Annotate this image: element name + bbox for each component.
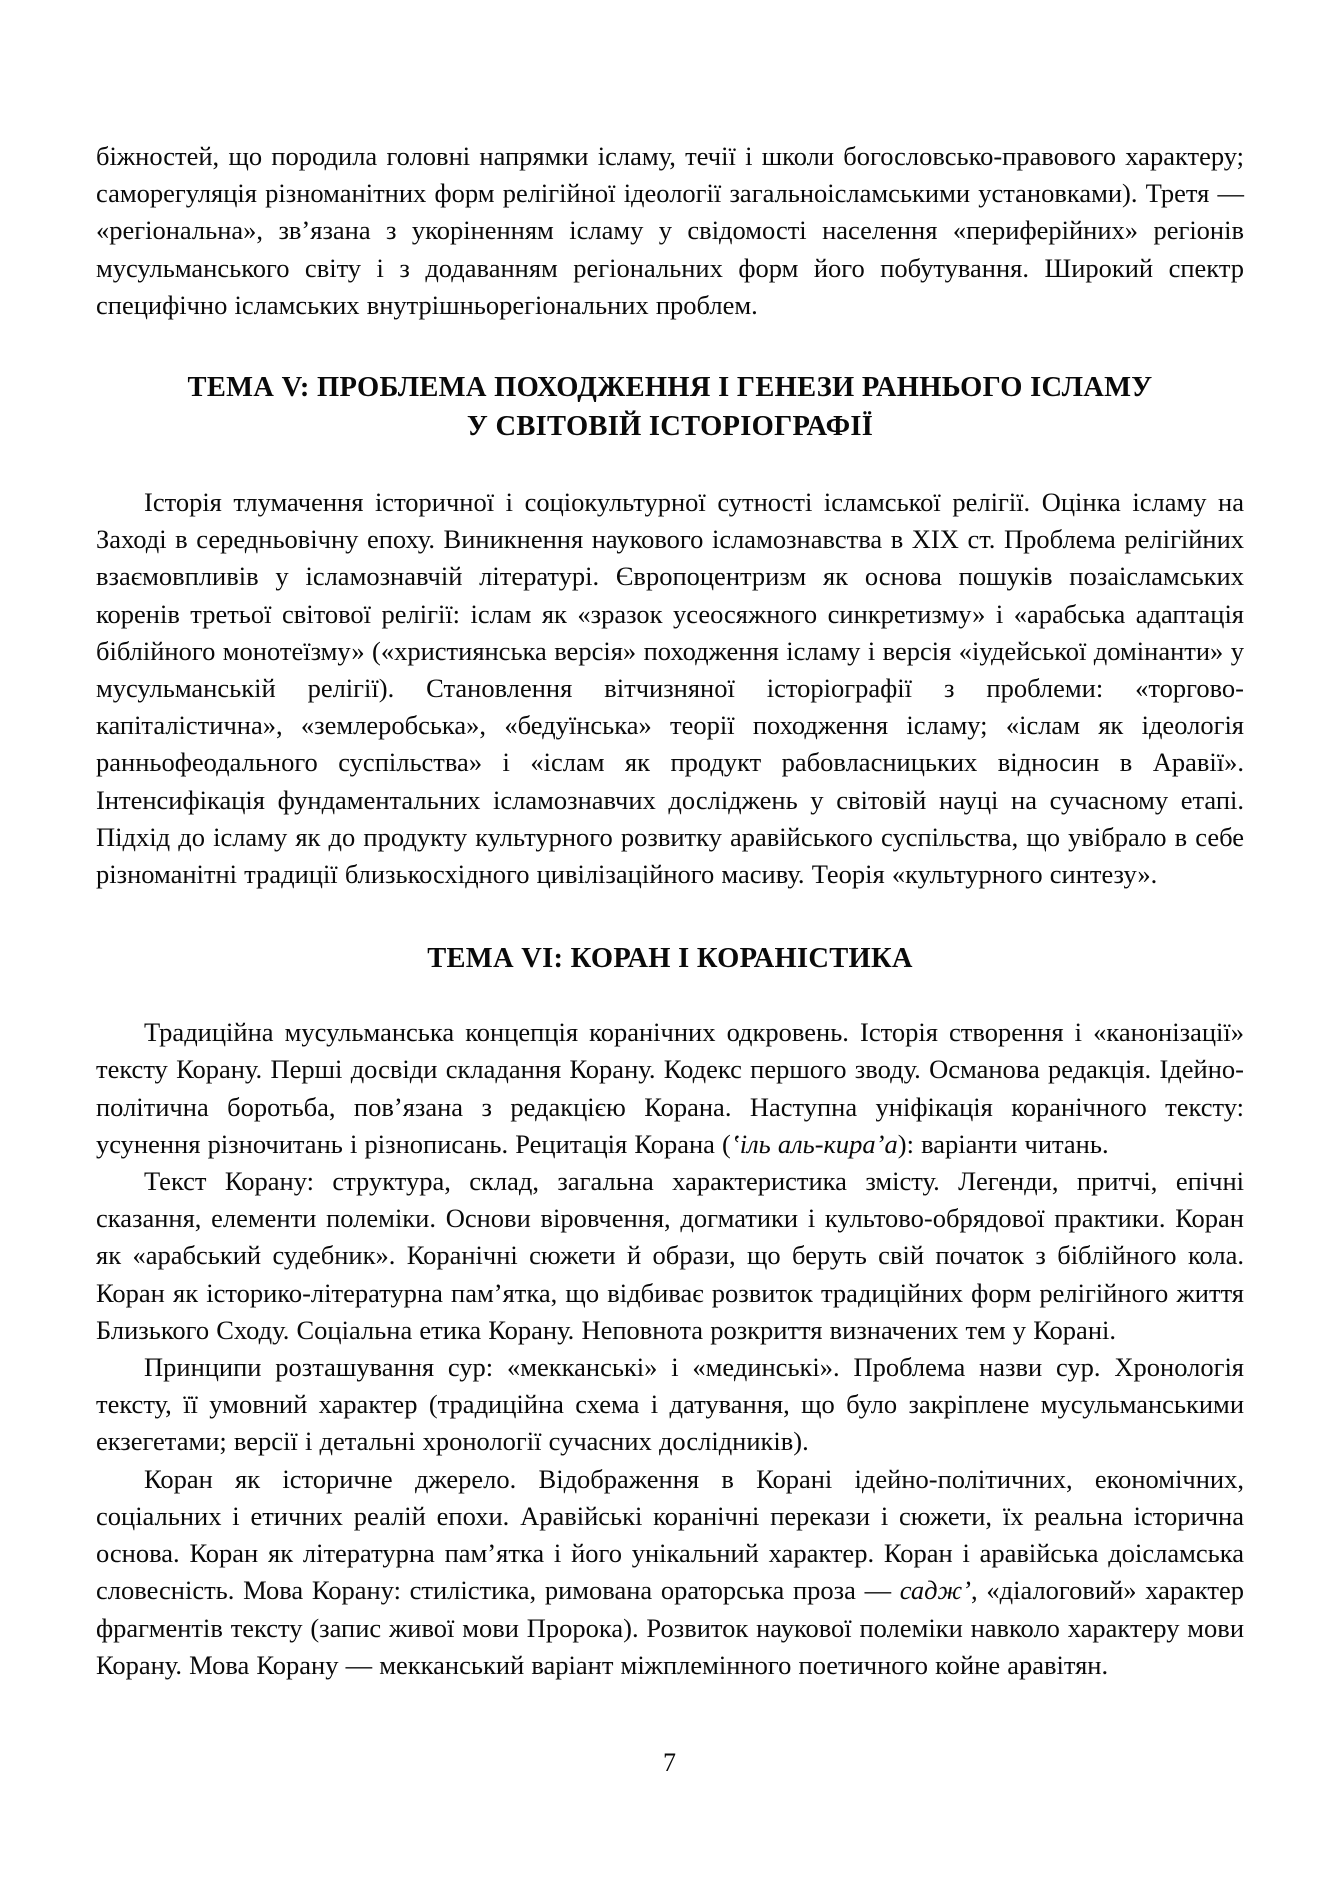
- paragraph-continued: біжностей, що породила головні напрямки ісламу, течії і школи богословсько-правового характеру; саморегуляція різноманітних форм релігійної ідеології загальноісламськими установками). Третя — «регіональна», зв’язана з укоріненням ісламу у свідомості населення «периферійних» регіонів мусульманського світу і з додаванням регіональних форм його побутування. Широкий спектр специфічно ісламських внутрішньорегіональних проблем.: [96, 141, 1244, 320]
- heading-tema-vi: ТЕМА VI: КОРАН І КОРАНІСТИКА: [427, 943, 913, 975]
- spacer-before-tema-v: [96, 324, 1244, 368]
- page-content: [96, 138, 1244, 1684]
- paragraph-vi-1-part1: Традиційна мусульманська концепція коранічних одкровень. Історія створення і «канонізації» тексту Корану. Перші досвіди складання Корану. Кодекс першого зводу. Османова редакція. Ідейно-політична боротьба, пов’язана з редакцією Корана. Наступна уніфікація коранічного тексту: усунення різночитань і різнописань. Рецитація Корана (: [96, 1017, 1244, 1159]
- page-number: 7: [663, 1748, 676, 1777]
- paragraph-vi-4-part2: , «діалоговий» характер фрагментів тексту (запис живої мови Пророка). Розвиток наукової полеміки навколо характеру мови Корану. Мова Корану — мекканський варіант міжплемінного поетичного койне аравітян.: [96, 1575, 1244, 1680]
- paragraph-vi-2: Текст Корану: структура, склад, загальна характеристика змісту. Легенди, притчі, епічні сказання, елементи полеміки. Основи віровчення, догматики і культово-обрядової практики. Коран як «арабський судебник». Коранічні сюжети й образи, що беруть свій початок з біблійного кола. Коран як історико-літературна пам’ятка, що відбиває розвиток традиційних форм релігійного життя Близького Сходу. Соціальна етика Корану. Неповнота розкриття визначених тем у Корані.: [96, 1166, 1244, 1345]
- heading-tema-v: [96, 368, 1244, 446]
- paragraph-vi-4-transliteration: садж’: [899, 1575, 972, 1606]
- paragraph-vi-4: [96, 1461, 1244, 1684]
- paragraph-vi-1: [96, 1014, 1244, 1163]
- heading-tema-v-line1: ТЕМА V: ПРОБЛЕМА ПОХОДЖЕННЯ І ГЕНЕЗИ РАННЬОГО ІСЛАМУ: [187, 372, 1153, 404]
- paragraph-vi-1-part2: ): варіанти читань.: [897, 1128, 1109, 1159]
- paragraph-vi-1-transliteration: ‛іль аль-кира’а: [730, 1128, 898, 1159]
- paragraph-vi-4-part1: Коран як історичне джерело. Відображення в Корані ідейно-політичних, економічних, соціальних і етичних реалій епохи. Аравійські коранічні перекази і сюжети, їх реальна історична основа. Коран як літературна пам’ятка і його унікальний характер. Коран і аравійська доісламська словесність. Мова Корану: стилістика, римована ораторська проза —: [96, 1463, 1244, 1606]
- spacer-after-tema-vi: [96, 978, 1244, 1014]
- spacer-after-tema-v: [96, 446, 1244, 484]
- paragraph-tema-v: Історія тлумачення історичної і соціокультурної сутності ісламської релігії. Оцінка ісламу на Заході в середньовічну епоху. Виникнення наукового ісламознавства в XIX ст. Проблема релігійних взаємовпливів у ісламознавчій літературі. Європоцентризм як основа пошуків позаісламських коренів третьої світової релігії: іслам як «зразок усеосяжного синкретизму» і «арабська адаптація біблійного монотеїзму» («християнська версія» походження ісламу і версія «іудейської домінанти» у мусульманській релігії). Становлення вітчизняної історіографії з проблеми: «торгово-капіталістична», «землеробська», «бедуїнська» теорії походження ісламу; «іслам як ідеологія ранньофеодального суспільства» і «іслам як продукт рабовласницьких відносин в Аравії». Інтенсифікація фундаментальних ісламознавчих досліджень у світовій науці на сучасному етапі. Підхід до ісламу як до продукту культурного розвитку аравійського суспільства, що увібрало в себе різноманітні традиції близькосхідного цивілізаційного масиву. Теорія «культурного синтезу».: [96, 487, 1244, 890]
- paragraph-vi-3: Принципи розташування сур: «мекканські» і «мединські». Проблема назви сур. Хронологія тексту, її умовний характер (традиційна схема і датування, що було закріплене мусульманськими екзегетами; версії і детальні хронології сучасних дослідників).: [96, 1352, 1244, 1457]
- spacer-before-tema-vi: [96, 893, 1244, 939]
- heading-tema-v-line2: У СВІТОВІЙ ІСТОРІОГРАФІЇ: [466, 411, 874, 443]
